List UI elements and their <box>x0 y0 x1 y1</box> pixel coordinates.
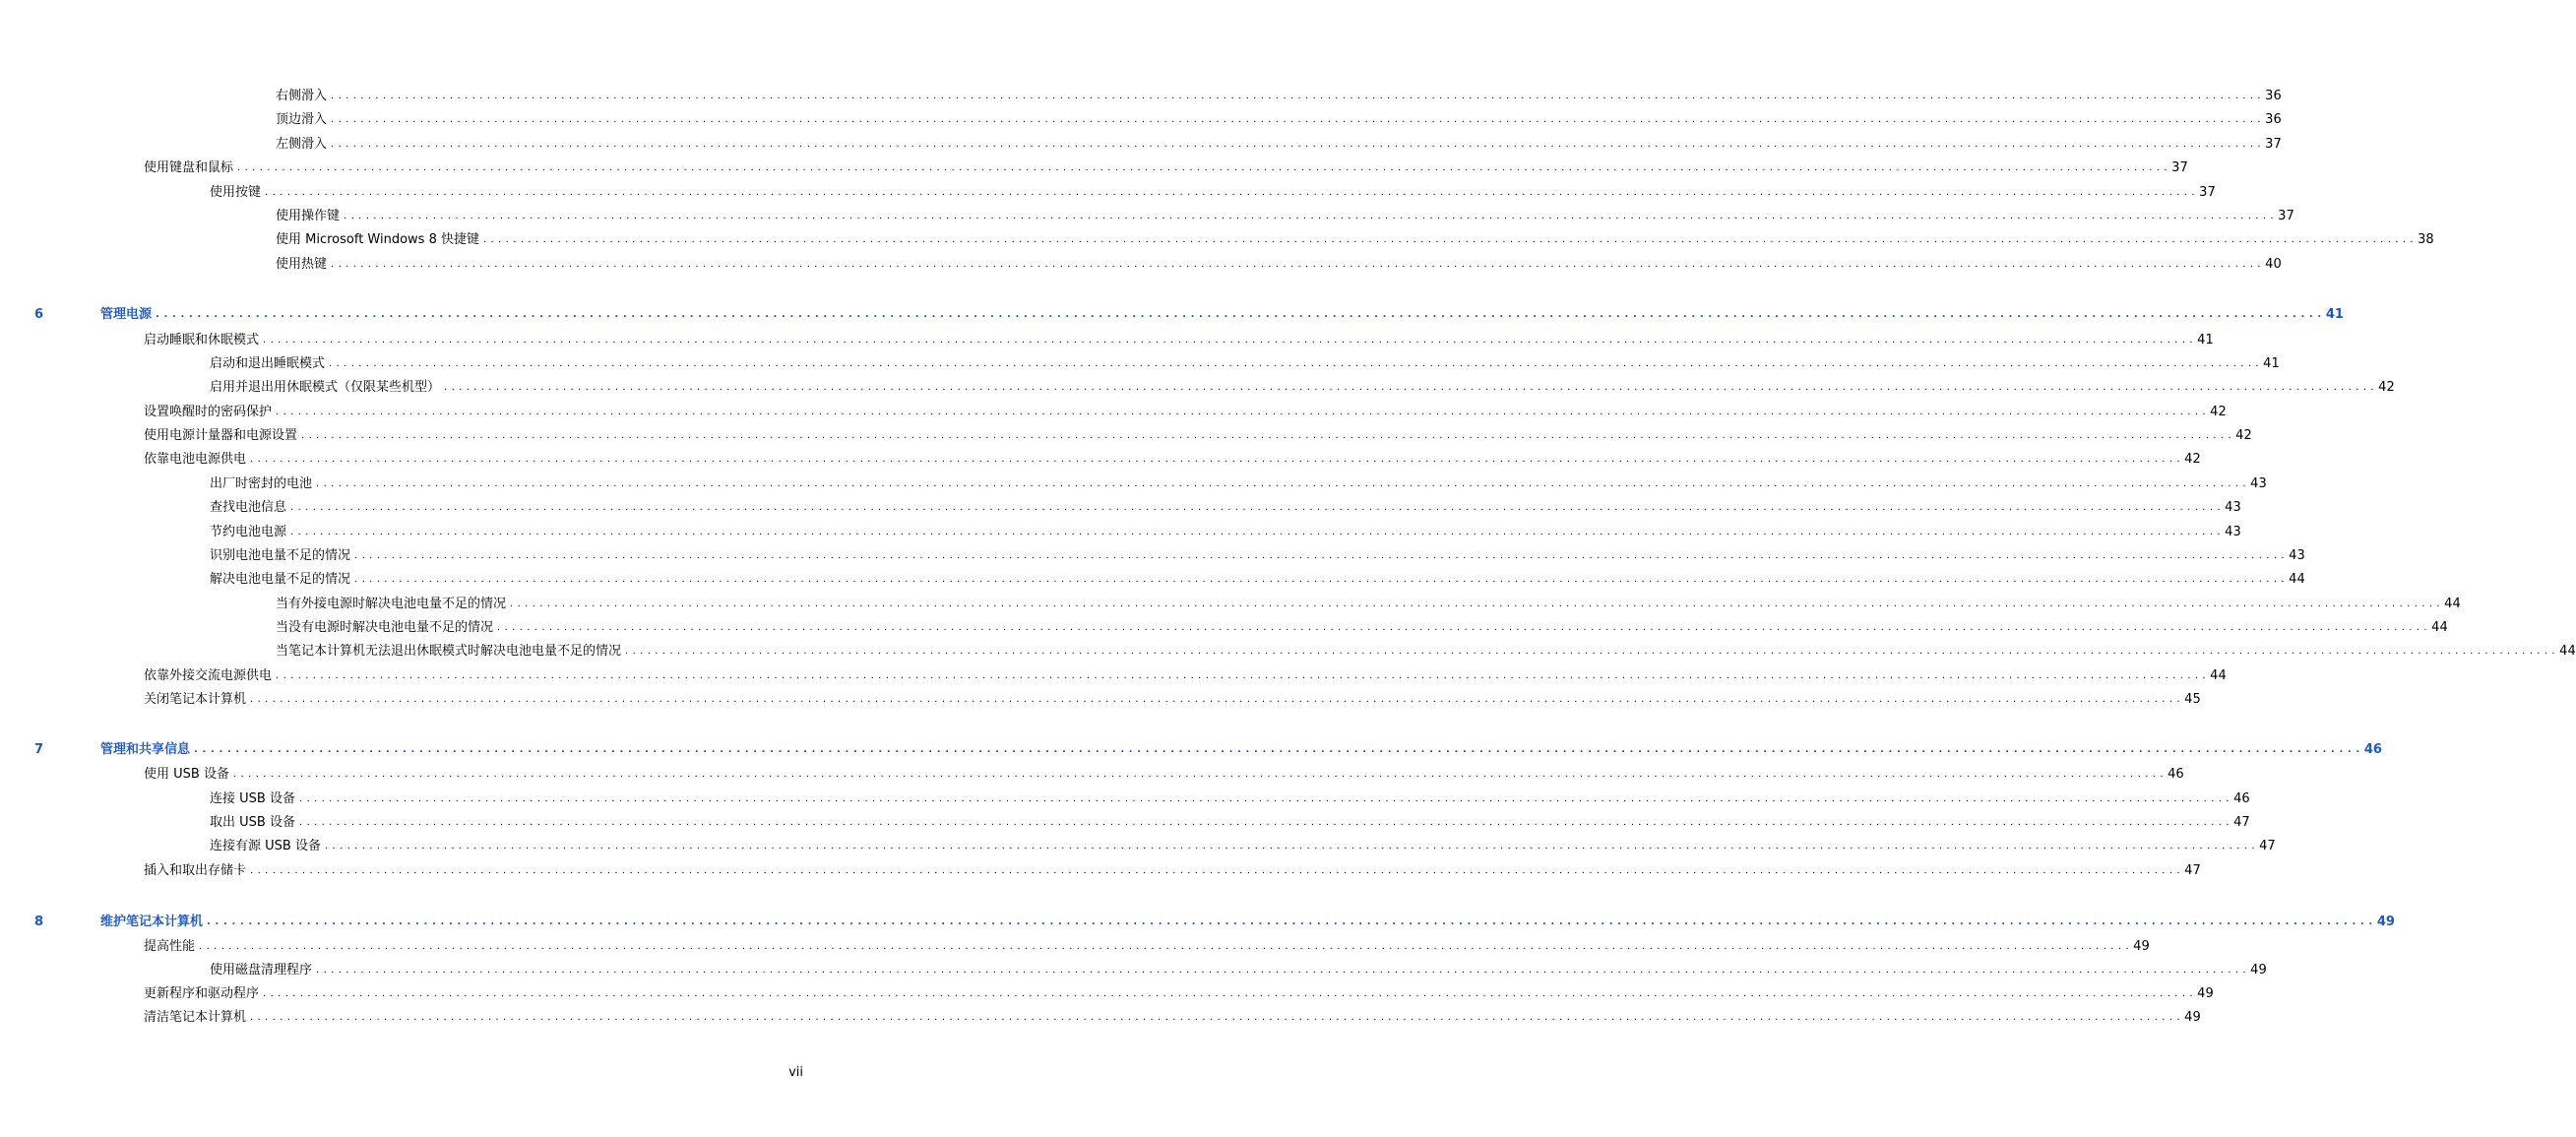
toc-chapter-entry[interactable] <box>34 738 2382 758</box>
toc-entry-title: 提高性能 <box>144 939 199 955</box>
toc-page-number: 40 <box>2265 257 2282 272</box>
toc-page-number: 42 <box>2210 405 2227 419</box>
chapter-number: 6 <box>34 307 44 322</box>
toc-entry-title: 当有外接电源时解决电池电量不足的情况 <box>276 597 510 612</box>
toc-entry[interactable] <box>144 157 2188 176</box>
toc-entry[interactable] <box>144 664 2227 684</box>
dot-leader: . . . . . . . . . . . . . . . . . . . . . . . . . . . . . . . . . . . . . . . . . . . . . . . . . . . . . . . . . . . . . . . . . . . . . . . . . . . . . . . . . . . . . . . . . . . . . . . . . . . . . . . . . . . . . . . . . . . . . . . . . . . . . . . . . . . . . . . . . . . . . . . . . . . . . . . . . . . . . . . . . . . . . . . . . . . . . . . . . . . . . . . . . . . . . . . . . . . . . . . . . . . . . . . . . . . . . . . . . . . . . . . . . . . . . . . . . . . . . . . . . . . . . . . . . . . . . . . . . . . . <box>331 114 2262 125</box>
dot-leader: . . . . . . . . . . . . . . . . . . . . . . . . . . . . . . . . . . . . . . . . . . . . . . . . . . . . . . . . . . . . . . . . . . . . . . . . . . . . . . . . . . . . . . . . . . . . . . . . . . . . . . . . . . . . . . . . . . . . . . . . . . . . . . . . . . . . . . . . . . . . . . . . . . . . . . . . . . . . . . . . . . . . . . . . . . . . . . . . . . . . . . . . . . . . . . . . . . . . . . . . . . . . . . . . . . . . . . . . . . . . . . . . . . . . . . . . . . . . . . . . . . . . . . . . . . . . . . . . . . . . <box>194 744 2360 755</box>
dot-leader: . . . . . . . . . . . . . . . . . . . . . . . . . . . . . . . . . . . . . . . . . . . . . . . . . . . . . . . . . . . . . . . . . . . . . . . . . . . . . . . . . . . . . . . . . . . . . . . . . . . . . . . . . . . . . . . . . . . . . . . . . . . . . . . . . . . . . . . . . . . . . . . . . . . . . . . . . . . . . . . . . . . . . . . . . . . . . . . . . . . . . . . . . . . . . . . . . . . . . . . . . . . . . . . . . . . . . . . . . . . . . . . . . . . . . . . . . . . . . . . . . . . . . . . . . . . . . . . . . . . . <box>290 502 2222 513</box>
toc-page-number: 38 <box>2418 232 2434 247</box>
toc-entry[interactable] <box>210 376 2395 396</box>
toc-entry[interactable] <box>276 253 2282 273</box>
toc-entry[interactable] <box>210 473 2267 492</box>
toc-entry-title: 插入和取出存储卡 <box>144 863 250 879</box>
toc-entry[interactable] <box>144 859 2201 879</box>
dot-leader: . . . . . . . . . . . . . . . . . . . . . . . . . . . . . . . . . . . . . . . . . . . . . . . . . . . . . . . . . . . . . . . . . . . . . . . . . . . . . . . . . . . . . . . . . . . . . . . . . . . . . . . . . . . . . . . . . . . . . . . . . . . . . . . . . . . . . . . . . . . . . . . . . . . . . . . . . . . . . . . . . . . . . . . . . . . . . . . . . . . . . . . . . . . . . . . . . . . . . . . . . . . . . . . . . . . . . . . . . . . . . . . . . . . . . . . . . . . . . . . . . . . . . . . . . . . . . . . . . . . . <box>263 335 2194 346</box>
toc-entry-title: 使用按键 <box>210 185 265 201</box>
toc-entry-title: 启动睡眠和休眠模式 <box>144 333 263 348</box>
toc-page-number: 49 <box>2133 939 2150 954</box>
toc-page-number: 41 <box>2263 356 2280 371</box>
toc-page-number: 43 <box>2289 548 2305 563</box>
toc-entry-title: 管理和共享信息 <box>100 742 194 758</box>
dot-leader: . . . . . . . . . . . . . . . . . . . . . . . . . . . . . . . . . . . . . . . . . . . . . . . . . . . . . . . . . . . . . . . . . . . . . . . . . . . . . . . . . . . . . . . . . . . . . . . . . . . . . . . . . . . . . . . . . . . . . . . . . . . . . . . . . . . . . . . . . . . . . . . . . . . . . . . . . . . . . . . . . . . . . . . . . . . . . . . . . . . . . . . . . . . . . . . . . . . . . . . . . . . . . . . . . . . . . . . . . . . . . . . . . . . . . . . . . . . . . . . . . . . . . . . . . . . . . . . . . . . . <box>250 865 2181 876</box>
toc-page-number: 36 <box>2265 89 2282 103</box>
toc-chapter-entry[interactable] <box>34 911 2395 930</box>
toc-page-number: 44 <box>2289 572 2305 587</box>
dot-leader: . . . . . . . . . . . . . . . . . . . . . . . . . . . . . . . . . . . . . . . . . . . . . . . . . . . . . . . . . . . . . . . . . . . . . . . . . . . . . . . . . . . . . . . . . . . . . . . . . . . . . . . . . . . . . . . . . . . . . . . . . . . . . . . . . . . . . . . . . . . . . . . . . . . . . . . . . . . . . . . . . . . . . . . . . . . . . . . . . . . . . . . . . . . . . . . . . . . . . . . . . . . . . . . . . . . . . . . . . . . . . . . . . . . . . . . . . . . . . . . . . . . . . . . . . . . . . . . . . . . . <box>207 916 2373 927</box>
toc-page-number: 41 <box>2197 333 2214 347</box>
dot-leader: . . . . . . . . . . . . . . . . . . . . . . . . . . . . . . . . . . . . . . . . . . . . . . . . . . . . . . . . . . . . . . . . . . . . . . . . . . . . . . . . . . . . . . . . . . . . . . . . . . . . . . . . . . . . . . . . . . . . . . . . . . . . . . . . . . . . . . . . . . . . . . . . . . . . . . . . . . . . . . . . . . . . . . . . . . . . . . . . . . . . . . . . . . . . . . . . . . . . . . . . . . . . . . . . . . . . . . . . . . . . . . . . . . . . . . . . . . . . . . . . . . . . . . . . . . . . . . . . . . . . <box>265 187 2196 198</box>
toc-page-number: 36 <box>2265 112 2282 127</box>
toc-entry[interactable] <box>210 521 2241 540</box>
toc-page-number: 42 <box>2235 428 2252 443</box>
toc-entry-title: 取出 USB 设备 <box>210 815 299 831</box>
toc-entry-title: 当笔记本计算机无法退出休眠模式时解决电池电量不足的情况 <box>276 644 625 660</box>
toc-page-number: 43 <box>2225 525 2241 539</box>
toc-entry-title: 连接有源 USB 设备 <box>210 839 325 854</box>
toc-entry-title: 启用并退出用休眠模式（仅限某些机型） <box>210 380 444 396</box>
toc-page-number: 47 <box>2184 863 2201 878</box>
toc-entry-title: 识别电池电量不足的情况 <box>210 548 354 564</box>
dot-leader: . . . . . . . . . . . . . . . . . . . . . . . . . . . . . . . . . . . . . . . . . . . . . . . . . . . . . . . . . . . . . . . . . . . . . . . . . . . . . . . . . . . . . . . . . . . . . . . . . . . . . . . . . . . . . . . . . . . . . . . . . . . . . . . . . . . . . . . . . . . . . . . . . . . . . . . . . . . . . . . . . . . . . . . . . . . . . . . . . . . . . . . . . . . . . . . . . . . . . . . . . . . . . . . . . . . . . . . . . . . . . . . . . . . . . . . . . . . . . . . . . . . . . . . . . . . . . . . . . . . . <box>250 454 2181 465</box>
toc-entry-title: 依靠电池电源供电 <box>144 452 250 468</box>
toc-entry-title: 当没有电源时解决电池电量不足的情况 <box>276 620 497 636</box>
toc-page-number: 46 <box>2168 767 2184 782</box>
toc-entry[interactable] <box>276 108 2282 128</box>
toc-entry[interactable] <box>144 424 2252 444</box>
dot-leader: . . . . . . . . . . . . . . . . . . . . . . . . . . . . . . . . . . . . . . . . . . . . . . . . . . . . . . . . . . . . . . . . . . . . . . . . . . . . . . . . . . . . . . . . . . . . . . . . . . . . . . . . . . . . . . . . . . . . . . . . . . . . . . . . . . . . . . . . . . . . . . . . . . . . . . . . . . . . . . . . . . . . . . . . . . . . . . . . . . . . . . . . . . . . . . . . . . . . . . . . . . . . . . . . . . . . . . . . . . . . . . . . . . . . . . . . . . . . . . . . . . . . . . . . . . . . . . . . . . . . <box>331 91 2262 101</box>
dot-leader: . . . . . . . . . . . . . . . . . . . . . . . . . . . . . . . . . . . . . . . . . . . . . . . . . . . . . . . . . . . . . . . . . . . . . . . . . . . . . . . . . . . . . . . . . . . . . . . . . . . . . . . . . . . . . . . . . . . . . . . . . . . . . . . . . . . . . . . . . . . . . . . . . . . . . . . . . . . . . . . . . . . . . . . . . . . . . . . . . . . . . . . . . . . . . . . . . . . . . . . . . . . . . . . . . . . . . . . . . . . . . . . . . . . . . . . . . . . . . . . . . . . . . . . . . . . . . . . . . . . . <box>354 550 2286 561</box>
toc-entry-title: 连接 USB 设备 <box>210 791 299 807</box>
toc-chapter-entry[interactable] <box>34 303 2344 323</box>
toc-entry-title: 更新程序和驱动程序 <box>144 986 263 1002</box>
toc-entry-title: 节约电池电源 <box>210 525 290 540</box>
toc-page-number: 47 <box>2259 839 2276 853</box>
toc-page-number: 37 <box>2199 185 2216 200</box>
toc-entry[interactable] <box>144 401 2227 420</box>
toc-page-number: 49 <box>2197 986 2214 1001</box>
toc-page-number: 43 <box>2250 476 2267 491</box>
toc-entry-title: 出厂时密封的电池 <box>210 476 316 492</box>
toc-page-number: 44 <box>2210 668 2227 683</box>
dot-leader: . . . . . . . . . . . . . . . . . . . . . . . . . . . . . . . . . . . . . . . . . . . . . . . . . . . . . . . . . . . . . . . . . . . . . . . . . . . . . . . . . . . . . . . . . . . . . . . . . . . . . . . . . . . . . . . . . . . . . . . . . . . . . . . . . . . . . . . . . . . . . . . . . . . . . . . . . . . . . . . . . . . . . . . . . . . . . . . . . . . . . . . . . . . . . . . . . . . . . . . . . . . . . . . . . . . . . . . . . . . . . . . . . . . . . . . . . . . . . . . . . . . . . . . . . . . . . . . . . . . . <box>250 694 2181 705</box>
toc-entry-title: 解决电池电量不足的情况 <box>210 572 354 588</box>
toc-entry[interactable] <box>210 181 2216 201</box>
dot-leader: . . . . . . . . . . . . . . . . . . . . . . . . . . . . . . . . . . . . . . . . . . . . . . . . . . . . . . . . . . . . . . . . . . . . . . . . . . . . . . . . . . . . . . . . . . . . . . . . . . . . . . . . . . . . . . . . . . . . . . . . . . . . . . . . . . . . . . . . . . . . . . . . . . . . . . . . . . . . . . . . . . . . . . . . . . . . . . . . . . . . . . . . . . . . . . . . . . . . . . . . . . . . . . . . . . . . . . . . . . . . . . . . . . . . . . . . . . . . . . . . . . . . . . . . . . . . . . . . . . . . <box>316 965 2247 976</box>
toc-entry-title: 使用热键 <box>276 257 331 273</box>
toc-entry[interactable] <box>144 982 2214 1002</box>
dot-leader: . . . . . . . . . . . . . . . . . . . . . . . . . . . . . . . . . . . . . . . . . . . . . . . . . . . . . . . . . . . . . . . . . . . . . . . . . . . . . . . . . . . . . . . . . . . . . . . . . . . . . . . . . . . . . . . . . . . . . . . . . . . . . . . . . . . . . . . . . . . . . . . . . . . . . . . . . . . . . . . . . . . . . . . . . . . . . . . . . . . . . . . . . . . . . . . . . . . . . . . . . . . . . . . . . . . . . . . . . . . . . . . . . . . . . . . . . . . . . . . . . . . . . . . . . . . . . . . . . . . . <box>263 988 2194 999</box>
toc-entry[interactable] <box>276 640 2576 660</box>
dot-leader: . . . . . . . . . . . . . . . . . . . . . . . . . . . . . . . . . . . . . . . . . . . . . . . . . . . . . . . . . . . . . . . . . . . . . . . . . . . . . . . . . . . . . . . . . . . . . . . . . . . . . . . . . . . . . . . . . . . . . . . . . . . . . . . . . . . . . . . . . . . . . . . . . . . . . . . . . . . . . . . . . . . . . . . . . . . . . . . . . . . . . . . . . . . . . . . . . . . . . . . . . . . . . . . . . . . . . . . . . . . . . . . . . . . . . . . . . . . . . . . . . . . . . . . . . . . . . . . . . . . . <box>510 599 2441 609</box>
toc-entry[interactable] <box>276 228 2434 248</box>
toc-page-number: 37 <box>2278 209 2294 223</box>
toc-entry-title: 清洁笔记本计算机 <box>144 1010 250 1026</box>
dot-leader: . . . . . . . . . . . . . . . . . . . . . . . . . . . . . . . . . . . . . . . . . . . . . . . . . . . . . . . . . . . . . . . . . . . . . . . . . . . . . . . . . . . . . . . . . . . . . . . . . . . . . . . . . . . . . . . . . . . . . . . . . . . . . . . . . . . . . . . . . . . . . . . . . . . . . . . . . . . . . . . . . . . . . . . . . . . . . . . . . . . . . . . . . . . . . . . . . . . . . . . . . . . . . . . . . . . . . . . . . . . . . . . . . . . . . . . . . . . . . . . . . . . . . . . . . . . . . . . . . . . . <box>276 670 2207 681</box>
dot-leader: . . . . . . . . . . . . . . . . . . . . . . . . . . . . . . . . . . . . . . . . . . . . . . . . . . . . . . . . . . . . . . . . . . . . . . . . . . . . . . . . . . . . . . . . . . . . . . . . . . . . . . . . . . . . . . . . . . . . . . . . . . . . . . . . . . . . . . . . . . . . . . . . . . . . . . . . . . . . . . . . . . . . . . . . . . . . . . . . . . . . . . . . . . . . . . . . . . . . . . . . . . . . . . . . . . . . . . . . . . . . . . . . . . . . . . . . . . . . . . . . . . . . . . . . . . . . . . . . . . . . <box>316 478 2247 489</box>
toc-entry[interactable] <box>144 1006 2201 1026</box>
dot-leader: . . . . . . . . . . . . . . . . . . . . . . . . . . . . . . . . . . . . . . . . . . . . . . . . . . . . . . . . . . . . . . . . . . . . . . . . . . . . . . . . . . . . . . . . . . . . . . . . . . . . . . . . . . . . . . . . . . . . . . . . . . . . . . . . . . . . . . . . . . . . . . . . . . . . . . . . . . . . . . . . . . . . . . . . . . . . . . . . . . . . . . . . . . . . . . . . . . . . . . . . . . . . . . . . . . . . . . . . . . . . . . . . . . . . . . . . . . . . . . . . . . . . . . . . . . . . . . . . . . . . <box>344 211 2275 221</box>
toc-page-number: 37 <box>2171 160 2188 175</box>
toc-entry-title: 启动和退出睡眠模式 <box>210 356 329 372</box>
toc-entry-title: 右侧滑入 <box>276 89 331 104</box>
chapter-number: 8 <box>34 915 44 929</box>
toc-entry[interactable] <box>210 496 2241 516</box>
toc-entry-title: 依靠外接交流电源供电 <box>144 668 276 684</box>
dot-leader: . . . . . . . . . . . . . . . . . . . . . . . . . . . . . . . . . . . . . . . . . . . . . . . . . . . . . . . . . . . . . . . . . . . . . . . . . . . . . . . . . . . . . . . . . . . . . . . . . . . . . . . . . . . . . . . . . . . . . . . . . . . . . . . . . . . . . . . . . . . . . . . . . . . . . . . . . . . . . . . . . . . . . . . . . . . . . . . . . . . . . . . . . . . . . . . . . . . . . . . . . . . . . . . . . . . . . . . . . . . . . . . . . . . . . . . . . . . . . . . . . . . . . . . . . . . . . . . . . . . . <box>497 622 2428 633</box>
toc-page-number: 43 <box>2225 500 2241 515</box>
toc-entry[interactable] <box>144 688 2201 708</box>
toc-entry-title: 左侧滑入 <box>276 137 331 153</box>
toc-entry-title: 查找电池信息 <box>210 500 290 516</box>
dot-leader: . . . . . . . . . . . . . . . . . . . . . . . . . . . . . . . . . . . . . . . . . . . . . . . . . . . . . . . . . . . . . . . . . . . . . . . . . . . . . . . . . . . . . . . . . . . . . . . . . . . . . . . . . . . . . . . . . . . . . . . . . . . . . . . . . . . . . . . . . . . . . . . . . . . . . . . . . . . . . . . . . . . . . . . . . . . . . . . . . . . . . . . . . . . . . . . . . . . . . . . . . . . . . . . . . . . . . . . . . . . . . . . . . . . . . . . . . . . . . . . . . . . . . . . . . . . . . . . . . . . . <box>483 234 2415 245</box>
toc-entry-title: 管理电源 <box>100 307 156 323</box>
toc-entry[interactable] <box>210 544 2305 564</box>
dot-leader: . . . . . . . . . . . . . . . . . . . . . . . . . . . . . . . . . . . . . . . . . . . . . . . . . . . . . . . . . . . . . . . . . . . . . . . . . . . . . . . . . . . . . . . . . . . . . . . . . . . . . . . . . . . . . . . . . . . . . . . . . . . . . . . . . . . . . . . . . . . . . . . . . . . . . . . . . . . . . . . . . . . . . . . . . . . . . . . . . . . . . . . . . . . . . . . . . . . . . . . . . . . . . . . . . . . . . . . . . . . . . . . . . . . . . . . . . . . . . . . . . . . . . . . . . . . . . . . . . . . . <box>156 309 2322 320</box>
toc-entry[interactable] <box>210 835 2276 854</box>
toc-page-number: 47 <box>2233 815 2250 830</box>
toc-page-number: 42 <box>2378 380 2395 395</box>
toc-page-number: 41 <box>2325 307 2344 322</box>
dot-leader: . . . . . . . . . . . . . . . . . . . . . . . . . . . . . . . . . . . . . . . . . . . . . . . . . . . . . . . . . . . . . . . . . . . . . . . . . . . . . . . . . . . . . . . . . . . . . . . . . . . . . . . . . . . . . . . . . . . . . . . . . . . . . . . . . . . . . . . . . . . . . . . . . . . . . . . . . . . . . . . . . . . . . . . . . . . . . . . . . . . . . . . . . . . . . . . . . . . . . . . . . . . . . . . . . . . . . . . . . . . . . . . . . . . . . . . . . . . . . . . . . . . . . . . . . . . . . . . . . . . . <box>250 1012 2181 1023</box>
dot-leader: . . . . . . . . . . . . . . . . . . . . . . . . . . . . . . . . . . . . . . . . . . . . . . . . . . . . . . . . . . . . . . . . . . . . . . . . . . . . . . . . . . . . . . . . . . . . . . . . . . . . . . . . . . . . . . . . . . . . . . . . . . . . . . . . . . . . . . . . . . . . . . . . . . . . . . . . . . . . . . . . . . . . . . . . . . . . . . . . . . . . . . . . . . . . . . . . . . . . . . . . . . . . . . . . . . . . . . . . . . . . . . . . . . . . . . . . . . . . . . . . . . . . . . . . . . . . . . . . . . . . <box>298 793 2230 804</box>
dot-leader: . . . . . . . . . . . . . . . . . . . . . . . . . . . . . . . . . . . . . . . . . . . . . . . . . . . . . . . . . . . . . . . . . . . . . . . . . . . . . . . . . . . . . . . . . . . . . . . . . . . . . . . . . . . . . . . . . . . . . . . . . . . . . . . . . . . . . . . . . . . . . . . . . . . . . . . . . . . . . . . . . . . . . . . . . . . . . . . . . . . . . . . . . . . . . . . . . . . . . . . . . . . . . . . . . . . . . . . . . . . . . . . . . . . . . . . . . . . . . . . . . . . . . . . . . . . . . . . . . . . . <box>232 769 2165 780</box>
toc-page-number: 49 <box>2250 963 2267 978</box>
toc-entry[interactable] <box>210 959 2267 979</box>
toc-page-number: 42 <box>2184 452 2201 467</box>
toc-entry-title: 顶边滑入 <box>276 112 331 128</box>
page-number-footer: vii <box>788 1065 803 1080</box>
chapter-number: 7 <box>34 742 44 757</box>
dot-leader: . . . . . . . . . . . . . . . . . . . . . . . . . . . . . . . . . . . . . . . . . . . . . . . . . . . . . . . . . . . . . . . . . . . . . . . . . . . . . . . . . . . . . . . . . . . . . . . . . . . . . . . . . . . . . . . . . . . . . . . . . . . . . . . . . . . . . . . . . . . . . . . . . . . . . . . . . . . . . . . . . . . . . . . . . . . . . . . . . . . . . . . . . . . . . . . . . . . . . . . . . . . . . . . . . . . . . . . . . . . . . . . . . . . . . . . . . . . . . . . . . . . . . . . . . . . . . . . . . . . . <box>290 527 2222 537</box>
toc-entry[interactable] <box>210 811 2250 831</box>
toc-page-number: 46 <box>2233 791 2250 806</box>
dot-leader: . . . . . . . . . . . . . . . . . . . . . . . . . . . . . . . . . . . . . . . . . . . . . . . . . . . . . . . . . . . . . . . . . . . . . . . . . . . . . . . . . . . . . . . . . . . . . . . . . . . . . . . . . . . . . . . . . . . . . . . . . . . . . . . . . . . . . . . . . . . . . . . . . . . . . . . . . . . . . . . . . . . . . . . . . . . . . . . . . . . . . . . . . . . . . . . . . . . . . . . . . . . . . . . . . . . . . . . . . . . . . . . . . . . . . . . . . . . . . . . . . . . . . . . . . . . . . . . . . . . . <box>199 941 2130 952</box>
toc-page-number: 49 <box>2376 915 2395 929</box>
toc-entry-title: 使用 USB 设备 <box>144 767 233 783</box>
toc-page-number: 45 <box>2184 692 2201 707</box>
toc-page-number: 44 <box>2559 644 2576 659</box>
toc-entry[interactable] <box>144 329 2214 348</box>
dot-leader: . . . . . . . . . . . . . . . . . . . . . . . . . . . . . . . . . . . . . . . . . . . . . . . . . . . . . . . . . . . . . . . . . . . . . . . . . . . . . . . . . . . . . . . . . . . . . . . . . . . . . . . . . . . . . . . . . . . . . . . . . . . . . . . . . . . . . . . . . . . . . . . . . . . . . . . . . . . . . . . . . . . . . . . . . . . . . . . . . . . . . . . . . . . . . . . . . . . . . . . . . . . . . . . . . . . . . . . . . . . . . . . . . . . . . . . . . . . . . . . . . . . . . . . . . . . . . . . . . . . . <box>324 841 2256 852</box>
dot-leader: . . . . . . . . . . . . . . . . . . . . . . . . . . . . . . . . . . . . . . . . . . . . . . . . . . . . . . . . . . . . . . . . . . . . . . . . . . . . . . . . . . . . . . . . . . . . . . . . . . . . . . . . . . . . . . . . . . . . . . . . . . . . . . . . . . . . . . . . . . . . . . . . . . . . . . . . . . . . . . . . . . . . . . . . . . . . . . . . . . . . . . . . . . . . . . . . . . . . . . . . . . . . . . . . . . . . . . . . . . . . . . . . . . . . . . . . . . . . . . . . . . . . . . . . . . . . . . . . . . . . <box>301 430 2232 441</box>
toc-entry-title: 使用 Microsoft Windows 8 快捷键 <box>276 232 483 248</box>
toc-entry-title: 设置唤醒时的密码保护 <box>144 405 276 420</box>
toc-entry[interactable] <box>210 568 2305 588</box>
toc-entry[interactable] <box>276 85 2282 104</box>
toc-entry[interactable] <box>276 593 2461 612</box>
dot-leader: . . . . . . . . . . . . . . . . . . . . . . . . . . . . . . . . . . . . . . . . . . . . . . . . . . . . . . . . . . . . . . . . . . . . . . . . . . . . . . . . . . . . . . . . . . . . . . . . . . . . . . . . . . . . . . . . . . . . . . . . . . . . . . . . . . . . . . . . . . . . . . . . . . . . . . . . . . . . . . . . . . . . . . . . . . . . . . . . . . . . . . . . . . . . . . . . . . . . . . . . . . . . . . . . . . . . . . . . . . . . . . . . . . . . . . . . . . . . . . . . . . . . . . . . . . . . . . . . . . . . <box>237 162 2168 173</box>
toc-entry-title: 维护笔记本计算机 <box>100 915 207 930</box>
toc-page-number: 37 <box>2265 137 2282 152</box>
dot-leader: . . . . . . . . . . . . . . . . . . . . . . . . . . . . . . . . . . . . . . . . . . . . . . . . . . . . . . . . . . . . . . . . . . . . . . . . . . . . . . . . . . . . . . . . . . . . . . . . . . . . . . . . . . . . . . . . . . . . . . . . . . . . . . . . . . . . . . . . . . . . . . . . . . . . . . . . . . . . . . . . . . . . . . . . . . . . . . . . . . . . . . . . . . . . . . . . . . . . . . . . . . . . . . . . . . . . . . . . . . . . . . . . . . . . . . . . . . . . . . . . . . . . . . . . . . . . . . . . . . . . <box>331 139 2262 150</box>
toc-entry[interactable] <box>144 763 2184 783</box>
toc-entry[interactable] <box>144 935 2150 955</box>
toc-entry[interactable] <box>210 788 2250 807</box>
dot-leader: . . . . . . . . . . . . . . . . . . . . . . . . . . . . . . . . . . . . . . . . . . . . . . . . . . . . . . . . . . . . . . . . . . . . . . . . . . . . . . . . . . . . . . . . . . . . . . . . . . . . . . . . . . . . . . . . . . . . . . . . . . . . . . . . . . . . . . . . . . . . . . . . . . . . . . . . . . . . . . . . . . . . . . . . . . . . . . . . . . . . . . . . . . . . . . . . . . . . . . . . . . . . . . . . . . . . . . . . . . . . . . . . . . . . . . . . . . . . . . . . . . . . . . . . . . . . . . . . . . . . <box>329 358 2260 369</box>
toc-entry-title: 使用电源计量器和电源设置 <box>144 428 301 444</box>
toc-entry-title: 使用磁盘清理程序 <box>210 963 316 979</box>
toc-entry-title: 关闭笔记本计算机 <box>144 692 250 708</box>
dot-leader: . . . . . . . . . . . . . . . . . . . . . . . . . . . . . . . . . . . . . . . . . . . . . . . . . . . . . . . . . . . . . . . . . . . . . . . . . . . . . . . . . . . . . . . . . . . . . . . . . . . . . . . . . . . . . . . . . . . . . . . . . . . . . . . . . . . . . . . . . . . . . . . . . . . . . . . . . . . . . . . . . . . . . . . . . . . . . . . . . . . . . . . . . . . . . . . . . . . . . . . . . . . . . . . . . . . . . . . . . . . . . . . . . . . . . . . . . . . . . . . . . . . . . . . . . . . . . . . . . . . . <box>354 574 2286 585</box>
toc-page-number: 46 <box>2363 742 2382 757</box>
toc-entry[interactable] <box>276 205 2294 224</box>
dot-leader: . . . . . . . . . . . . . . . . . . . . . . . . . . . . . . . . . . . . . . . . . . . . . . . . . . . . . . . . . . . . . . . . . . . . . . . . . . . . . . . . . . . . . . . . . . . . . . . . . . . . . . . . . . . . . . . . . . . . . . . . . . . . . . . . . . . . . . . . . . . . . . . . . . . . . . . . . . . . . . . . . . . . . . . . . . . . . . . . . . . . . . . . . . . . . . . . . . . . . . . . . . . . . . . . . . . . . . . . . . . . . . . . . . . . . . . . . . . . . . . . . . . . . . . . . . . . . . . . . . . . <box>298 817 2230 828</box>
toc-entry[interactable] <box>144 448 2201 468</box>
toc-page-number: 44 <box>2431 620 2448 635</box>
toc-entry-title: 使用键盘和鼠标 <box>144 160 237 176</box>
toc-page-number: 44 <box>2444 597 2461 611</box>
toc-page-number: 49 <box>2184 1010 2201 1025</box>
dot-leader: . . . . . . . . . . . . . . . . . . . . . . . . . . . . . . . . . . . . . . . . . . . . . . . . . . . . . . . . . . . . . . . . . . . . . . . . . . . . . . . . . . . . . . . . . . . . . . . . . . . . . . . . . . . . . . . . . . . . . . . . . . . . . . . . . . . . . . . . . . . . . . . . . . . . . . . . . . . . . . . . . . . . . . . . . . . . . . . . . . . . . . . . . . . . . . . . . . . . . . . . . . . . . . . . . . . . . . . . . . . . . . . . . . . . . . . . . . . . . . . . . . . . . . . . . . . . . . . . . . . . <box>625 646 2556 657</box>
toc-entry[interactable] <box>276 133 2282 153</box>
dot-leader: . . . . . . . . . . . . . . . . . . . . . . . . . . . . . . . . . . . . . . . . . . . . . . . . . . . . . . . . . . . . . . . . . . . . . . . . . . . . . . . . . . . . . . . . . . . . . . . . . . . . . . . . . . . . . . . . . . . . . . . . . . . . . . . . . . . . . . . . . . . . . . . . . . . . . . . . . . . . . . . . . . . . . . . . . . . . . . . . . . . . . . . . . . . . . . . . . . . . . . . . . . . . . . . . . . . . . . . . . . . . . . . . . . . . . . . . . . . . . . . . . . . . . . . . . . . . . . . . . . . . <box>331 259 2262 270</box>
toc-entry[interactable] <box>276 616 2448 636</box>
dot-leader: . . . . . . . . . . . . . . . . . . . . . . . . . . . . . . . . . . . . . . . . . . . . . . . . . . . . . . . . . . . . . . . . . . . . . . . . . . . . . . . . . . . . . . . . . . . . . . . . . . . . . . . . . . . . . . . . . . . . . . . . . . . . . . . . . . . . . . . . . . . . . . . . . . . . . . . . . . . . . . . . . . . . . . . . . . . . . . . . . . . . . . . . . . . . . . . . . . . . . . . . . . . . . . . . . . . . . . . . . . . . . . . . . . . . . . . . . . . . . . . . . . . . . . . . . . . . . . . . . . . . <box>444 382 2375 393</box>
toc-entry[interactable] <box>210 352 2280 372</box>
dot-leader: . . . . . . . . . . . . . . . . . . . . . . . . . . . . . . . . . . . . . . . . . . . . . . . . . . . . . . . . . . . . . . . . . . . . . . . . . . . . . . . . . . . . . . . . . . . . . . . . . . . . . . . . . . . . . . . . . . . . . . . . . . . . . . . . . . . . . . . . . . . . . . . . . . . . . . . . . . . . . . . . . . . . . . . . . . . . . . . . . . . . . . . . . . . . . . . . . . . . . . . . . . . . . . . . . . . . . . . . . . . . . . . . . . . . . . . . . . . . . . . . . . . . . . . . . . . . . . . . . . . . <box>276 407 2207 417</box>
toc-entry-title: 使用操作键 <box>276 209 344 224</box>
